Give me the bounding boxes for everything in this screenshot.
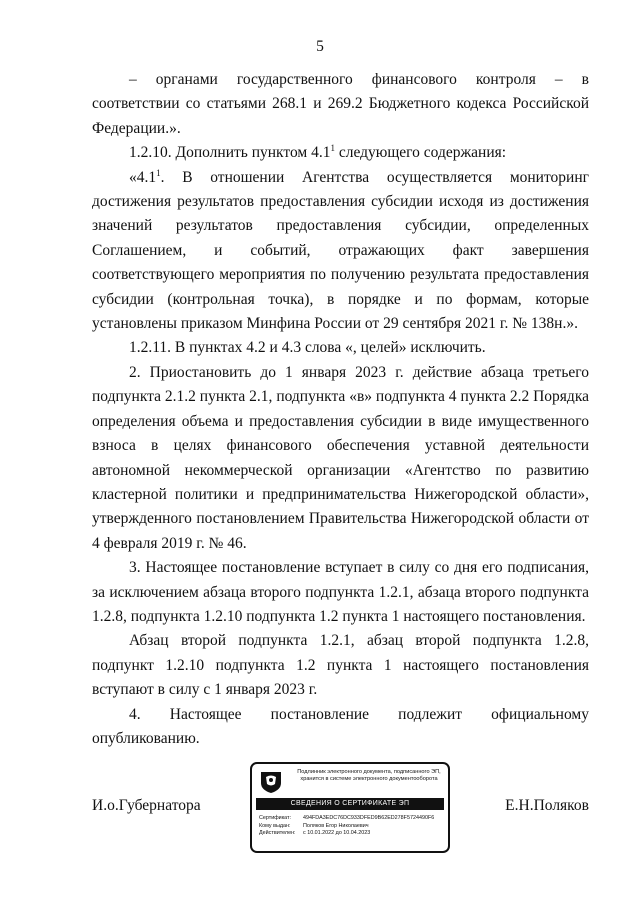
electronic-signature-stamp — [250, 762, 450, 853]
paragraph-control-bodies: – органами государственного финансового контроля – в соответствии со статьями 268.1 и 269.2 Бюджетного кодекса Российской Федерации.». — [92, 71, 589, 137]
stamp-note: Подлинник электронного документа, подписанного ЭП, хранится в системе электронного документооборота — [297, 769, 441, 782]
paragraph-3-effective: 3. Настоящее постановление вступает в силу со дня его подписания, за исключением абзаца второго подпункта 1.2.1, абзаца второго подпункта 1.2.8, подпункта 1.2.10 подпункта 1.2 пункта 1 настоящего постановления. — [92, 559, 589, 625]
coat-of-arms-icon — [258, 770, 284, 794]
document-body — [92, 68, 589, 751]
paragraph-2-suspend: 2. Приостановить до 1 января 2023 г. действие абзаца третьего подпункта 2.1.2 пункта 2.1, подпункта «в» подпункта 4 пункта 2.2 Порядка определения объема и предоставления субсидии в виде имущественного взноса в целях финансового обеспечения уставной деятельности автономной некоммерческой организации «Агентство по развитию кластерной политики и предпринимательства Нижегородской области», утвержденного постановлением Правительства Нижегородской области от 4 февраля 2019 г. № 46. — [92, 363, 589, 552]
paragraph-4-1-1 — [92, 166, 589, 337]
validity-value: с 10.01.2022 до 10.04.2023 — [303, 830, 371, 836]
validity-label: Действителен: — [259, 830, 296, 836]
certificate-label: Сертификат: — [259, 815, 292, 821]
signatory-name: Е.Н.Поляков — [505, 797, 589, 814]
stamp-header: СВЕДЕНИЯ О СЕРТИФИКАТЕ ЭП — [256, 798, 444, 810]
paragraph-4-publish: 4. Настоящее постановление подлежит официальному опубликованию. — [92, 705, 589, 747]
owner-row — [259, 823, 445, 831]
certificate-details — [259, 815, 445, 838]
paragraph-text: следующего содержания: — [334, 144, 507, 162]
owner-label: Кому выдан: — [259, 822, 291, 829]
owner-value: Поляков Егор Николаевич — [303, 822, 369, 829]
paragraph-1-2-10 — [92, 141, 589, 165]
paragraph-text: . В отношении Агентства осуществляется мониторинг достижения результатов предоставления субсидии исходя из достижения значений результатов предоставления субсидии, определенных Соглашением, и событий, отражающих факт завершения соответствующего мероприятия по получению результата предоставления субсидии (контрольная точка), в порядке и по формам, которые установлены приказом Минфина России от 29 сентября 2021 г. № 138н.». — [92, 168, 589, 333]
certificate-value: 494FDA3EDC76DC933DFED9B62ED278F5724490F6 — [303, 815, 435, 821]
validity-row — [259, 830, 445, 838]
signatory-position: И.о.Губернатора — [92, 797, 201, 814]
paragraph-text: «4.1 — [129, 168, 157, 186]
certificate-row — [259, 815, 445, 823]
paragraph-1-2-11: 1.2.11. В пунктах 4.2 и 4.3 слова «, целей» исключить. — [129, 339, 486, 357]
paragraph-effective-2023: Абзац второй подпункта 1.2.1, абзац второй подпункта 1.2.8, подпункт 1.2.10 подпункта 1.2 пункта 1 настоящего постановления вступают в силу с 1 января 2023 г. — [92, 632, 589, 699]
paragraph-text: 1.2.10. Дополнить пунктом 4.1 — [129, 144, 331, 162]
superscript: 1 — [330, 143, 335, 154]
superscript: 1 — [156, 167, 161, 178]
page-number: 5 — [316, 38, 324, 55]
